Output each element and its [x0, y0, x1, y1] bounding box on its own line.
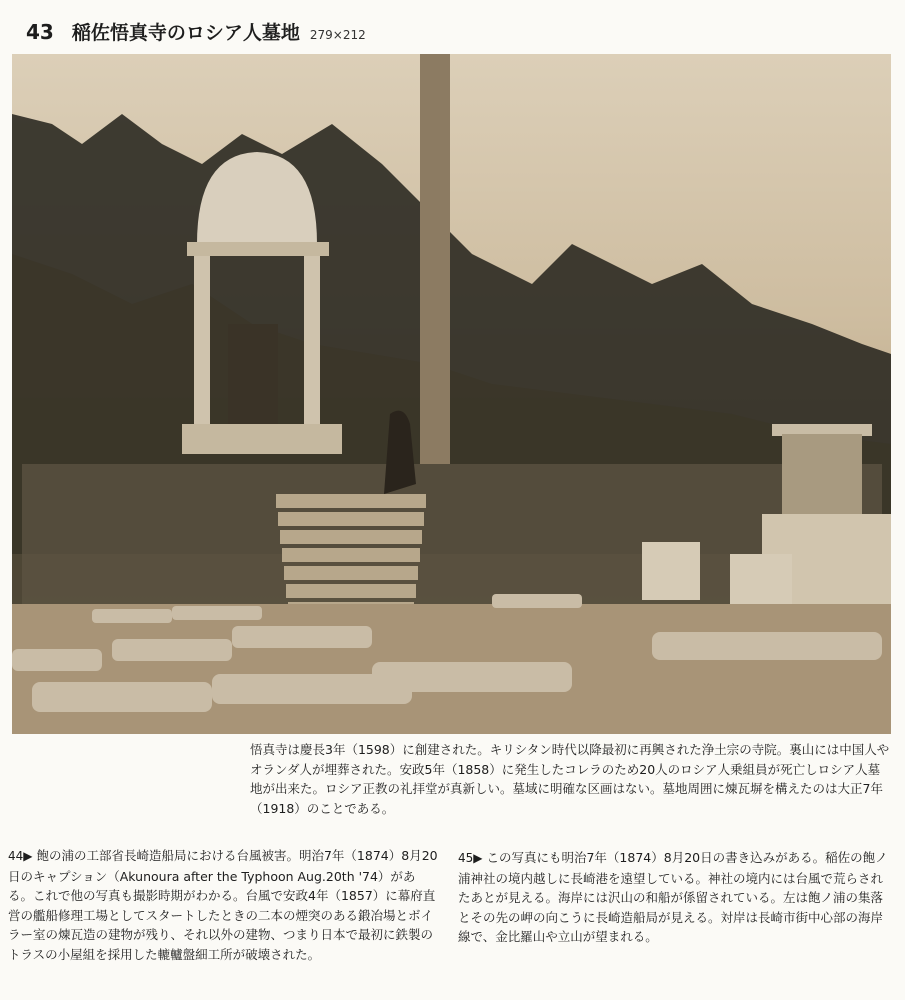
caption-45-text: この写真にも明治7年（1874）8月20日の書き込みがある。稲佐の飽ノ浦神社の境内越しに長崎港を遠望している。神社の境内には台風で荒らされたあとが見える。海岸には沢山の和船が係留されている。左は飽ノ浦の集落とその先の岬の向こうに長崎造船局が見える。対岸は長崎市街中心部の海岸線で、金比羅山や立山が望まれる。: [458, 850, 888, 944]
caption-45-marker: 45▶: [458, 851, 483, 865]
caption-44-text: 飽の浦の工部省長崎造船局における台風被害。明治7年（1874）8月20日のキャプション（Akunoura after the Typhoon Aug.20th '74）がある。これで他の写真も撮影時期がわかる。台風で安政4年（1857）に幕府直営の艦船修理工場としてスタートしたときの二本の煙突のある鍛冶場とボイラー室の煉瓦造の建物が残り、それ以外の建物、つまり日本で最初に鉄製のトラスの小屋組を採用した轆轤盤細工所が破壊された。: [8, 848, 438, 962]
figure-number: 43: [26, 20, 54, 44]
figure-size: 279×212: [309, 28, 366, 42]
caption-44-marker: 44▶: [8, 849, 33, 863]
cemetery-photo: [12, 54, 891, 734]
photo-caption-43: 悟真寺は慶長3年（1598）に創建された。キリシタン時代以降最初に再興された浄土宗の寺院。裏山には中国人やオランダ人が埋葬された。安政5年（1858）に発生したコレラのため20人のロシア人乗組員が死亡しロシア人墓地が出来た。ロシア正教の礼拝堂が真新しい。墓域に明確な区画はない。墓地周囲に煉瓦塀を構えたのは大正7年（1918）のことである。: [250, 742, 890, 816]
cemetery-photo-illustration: [12, 54, 891, 734]
photo-caption-45: [458, 848, 890, 947]
photo-caption-44: [8, 846, 440, 964]
figure-heading: [26, 18, 366, 45]
figure-title: 稲佐悟真寺のロシア人墓地: [71, 22, 300, 44]
